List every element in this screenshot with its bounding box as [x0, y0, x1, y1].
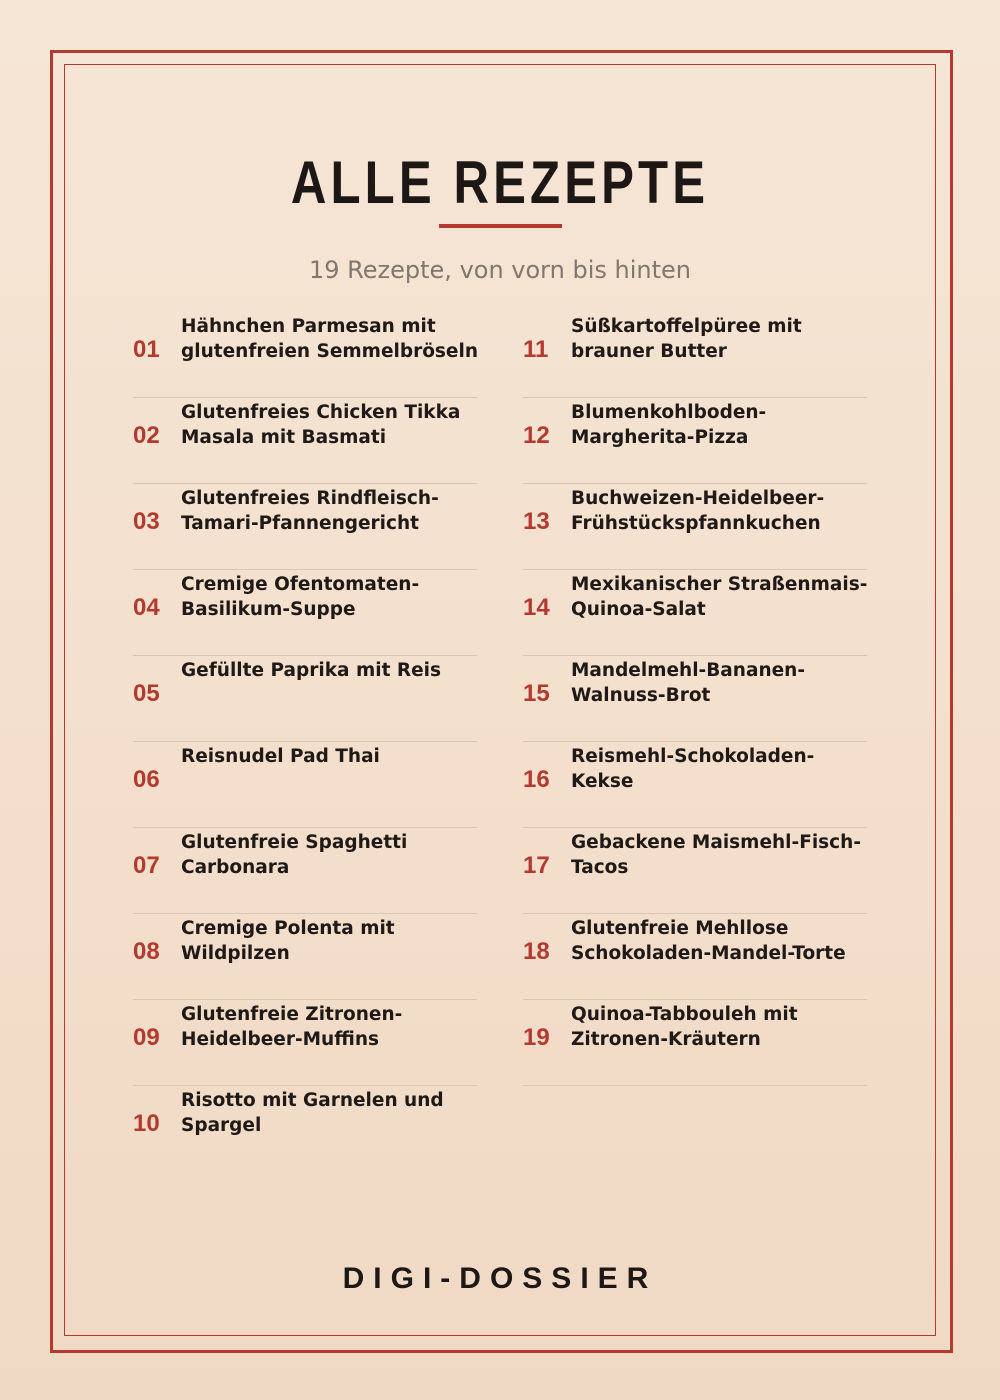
recipe-name: Blumenkohlboden-Margherita-Pizza — [571, 402, 767, 448]
recipe-name: Glutenfreie Mehllose Schokoladen-Mandel-Torte — [571, 918, 846, 964]
recipe-number: 17 — [523, 852, 550, 879]
recipe-item[interactable] — [523, 656, 867, 742]
recipe-number: 10 — [133, 1110, 160, 1137]
recipe-number: 15 — [523, 680, 550, 707]
recipe-item[interactable] — [133, 1000, 477, 1086]
recipe-item[interactable] — [133, 570, 477, 656]
recipe-number: 07 — [133, 852, 160, 879]
recipe-number: 08 — [133, 938, 160, 965]
recipe-number: 16 — [523, 766, 550, 793]
recipe-list-right — [523, 312, 867, 1086]
recipe-name: Risotto mit Garnelen und Spargel — [181, 1090, 444, 1136]
recipe-item[interactable] — [523, 1000, 867, 1086]
recipe-name: Glutenfreies Chicken Tikka Masala mit Basmati — [181, 402, 461, 448]
title-underline — [439, 224, 562, 228]
recipe-item[interactable] — [133, 484, 477, 570]
recipe-name: Quinoa-Tabbouleh mit Zitronen-Kräutern — [571, 1004, 798, 1050]
recipe-number: 18 — [523, 938, 550, 965]
recipe-item[interactable] — [523, 742, 867, 828]
recipe-item[interactable] — [133, 742, 477, 828]
recipe-number: 19 — [523, 1024, 550, 1051]
recipe-name: Mexikanischer Straßenmais-Quinoa-Salat — [571, 574, 868, 620]
recipe-item[interactable] — [523, 398, 867, 484]
recipe-item[interactable] — [133, 312, 477, 398]
recipe-name: Glutenfreie Zitronen-Heidelbeer-Muffins — [181, 1004, 403, 1050]
recipe-name: Mandelmehl-Bananen-Walnuss-Brot — [571, 660, 806, 706]
recipe-number: 09 — [133, 1024, 160, 1051]
recipe-item[interactable] — [133, 914, 477, 1000]
recipe-item[interactable] — [133, 1086, 477, 1172]
recipe-item[interactable] — [133, 656, 477, 742]
brand-footer: DIGI-DOSSIER — [342, 1262, 658, 1295]
recipe-item[interactable] — [523, 484, 867, 570]
recipe-item[interactable] — [523, 828, 867, 914]
recipe-name: Gefüllte Paprika mit Reis — [181, 660, 441, 681]
recipe-name: Cremige Polenta mit Wildpilzen — [181, 918, 395, 964]
page-title: ALLE REZEPTE — [290, 149, 710, 216]
recipe-number: 04 — [133, 594, 160, 621]
recipe-name: Buchweizen-Heidelbeer-Frühstückspfannkuchen — [571, 488, 825, 534]
recipe-item[interactable] — [133, 398, 477, 484]
recipe-name: Reismehl-Schokoladen-Kekse — [571, 746, 815, 792]
recipe-item[interactable] — [523, 312, 867, 398]
recipe-number: 03 — [133, 508, 160, 535]
recipe-name: Gebackene Maismehl-Fisch-Tacos — [571, 832, 862, 878]
recipe-number: 14 — [523, 594, 550, 621]
recipe-name: Glutenfreies Rindfleisch-Tamari-Pfannengericht — [181, 488, 439, 534]
recipe-item[interactable] — [523, 570, 867, 656]
recipe-list-left — [133, 312, 477, 1172]
recipe-number: 02 — [133, 422, 160, 449]
recipe-name: Cremige Ofentomaten-Basilikum-Suppe — [181, 574, 420, 620]
recipe-name: Süßkartoffelpüree mit brauner Butter — [571, 316, 802, 362]
recipe-item[interactable] — [133, 828, 477, 914]
recipe-name: Reisnudel Pad Thai — [181, 746, 380, 767]
recipe-item[interactable] — [523, 914, 867, 1000]
recipe-number: 06 — [133, 766, 160, 793]
recipe-number: 05 — [133, 680, 160, 707]
recipe-name: Hähnchen Parmesan mit glutenfreien Semmelbröseln — [181, 316, 478, 362]
recipe-number: 11 — [523, 336, 549, 363]
recipe-number: 13 — [523, 508, 550, 535]
page-subtitle: 19 Rezepte, von vorn bis hinten — [309, 256, 691, 284]
recipe-name: Glutenfreie Spaghetti Carbonara — [181, 832, 408, 878]
recipe-number: 12 — [523, 422, 550, 449]
recipe-number: 01 — [133, 336, 160, 363]
